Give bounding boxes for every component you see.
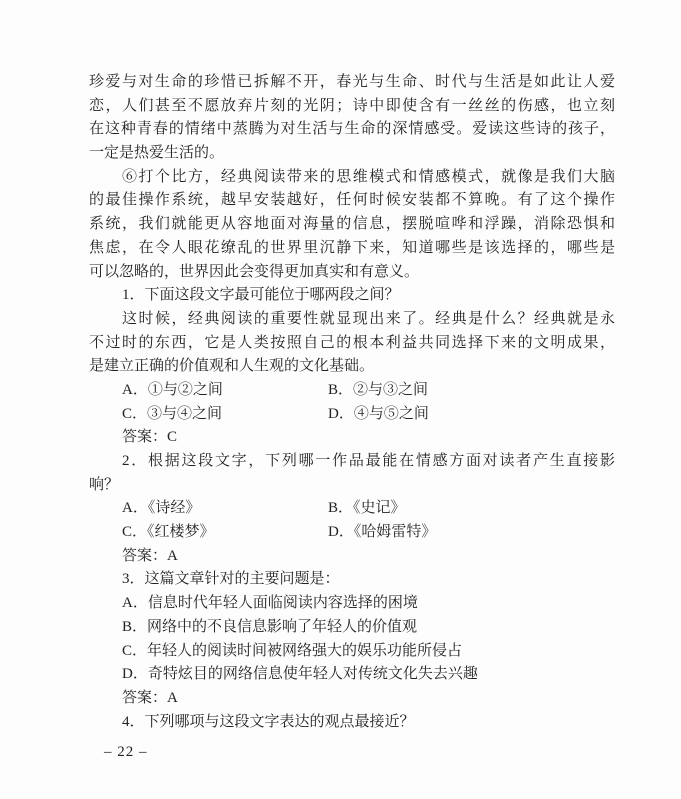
option-item: D．④与⑤之间	[328, 405, 429, 422]
text-block	[89, 71, 615, 734]
option-item: A．①与②之间	[122, 381, 223, 398]
body-line: 的最佳操作系统，越早安装越好，任何时候安装都不算晚。有了这个操作	[89, 192, 615, 209]
option-line: D．奇特炫目的网络信息使年轻人对传统文化失去兴趣	[122, 666, 478, 683]
body-line: 是建立正确的价值观和人生观的文化基础。	[89, 358, 375, 375]
body-line: 恋，人们甚至不愿放弃片刻的光阴；诗中即使含有一丝丝的伤感，也立刻	[89, 97, 615, 114]
answer-line: 答案：A	[122, 689, 178, 706]
option-row	[89, 379, 615, 403]
option-line: B．网络中的不良信息影响了年轻人的价值观	[122, 618, 418, 635]
body-line: 这时候，经典阅读的重要性就显现出来了。经典是什么？经典就是永	[122, 310, 615, 327]
page-number: – 22 –	[104, 744, 148, 760]
option-item: B．《史记》	[328, 500, 406, 517]
option-row	[89, 497, 615, 521]
option-line: A．信息时代年轻人面临阅读内容选择的困境	[122, 595, 418, 612]
option-item: D．《哈姆雷特》	[328, 524, 437, 541]
question-line: 3．这篇文章针对的主要问题是：	[122, 571, 340, 588]
body-line: 系统，我们就能更从容地面对海量的信息，摆脱喧哗和浮躁，消除恐惧和	[89, 216, 615, 233]
body-line: 焦虑，在令人眼花缭乱的世界里沉静下来，知道哪些是该选择的，哪些是	[89, 239, 615, 256]
answer-line: 答案：C	[122, 429, 178, 446]
body-line: 可以忽略的，世界因此会变得更加真实和有意义。	[89, 263, 420, 280]
question-line: 4．下列哪项与这段文字表达的观点最接近？	[122, 713, 415, 730]
option-line: C．年轻人的阅读时间被网络强大的娱乐功能所侵占	[122, 642, 463, 659]
option-item: C．《红楼梦》	[122, 524, 215, 541]
body-line: 一定是热爱生活的。	[89, 145, 225, 162]
option-row	[89, 521, 615, 545]
option-item: B．②与③之间	[328, 381, 429, 398]
body-line: ⑥打个比方，经典阅读带来的思维模式和情感模式，就像是我们大脑	[122, 168, 615, 185]
body-line: 在这种青春的情绪中蒸腾为对生活与生命的深情感受。爱读这些诗的孩子，	[89, 121, 615, 138]
question-line: 2．根据这段文字，下列哪一作品最能在情感方面对读者产生直接影	[122, 453, 615, 469]
body-line: 不过时的东西，它是人类按照自己的根本利益共同选择下来的文明成果，	[89, 334, 615, 351]
body-line: 珍爱与对生命的珍惜已拆解不开，春光与生命、时代与生活是如此让人爱	[89, 74, 615, 90]
answer-line: 答案：A	[122, 547, 178, 564]
question-line: 响？	[89, 476, 120, 493]
option-item: C．③与④之间	[122, 405, 223, 422]
question-line: 1．下面这段文字最可能位于哪两段之间？	[122, 287, 400, 304]
option-row	[89, 403, 615, 427]
option-item: A．《诗经》	[122, 500, 201, 517]
